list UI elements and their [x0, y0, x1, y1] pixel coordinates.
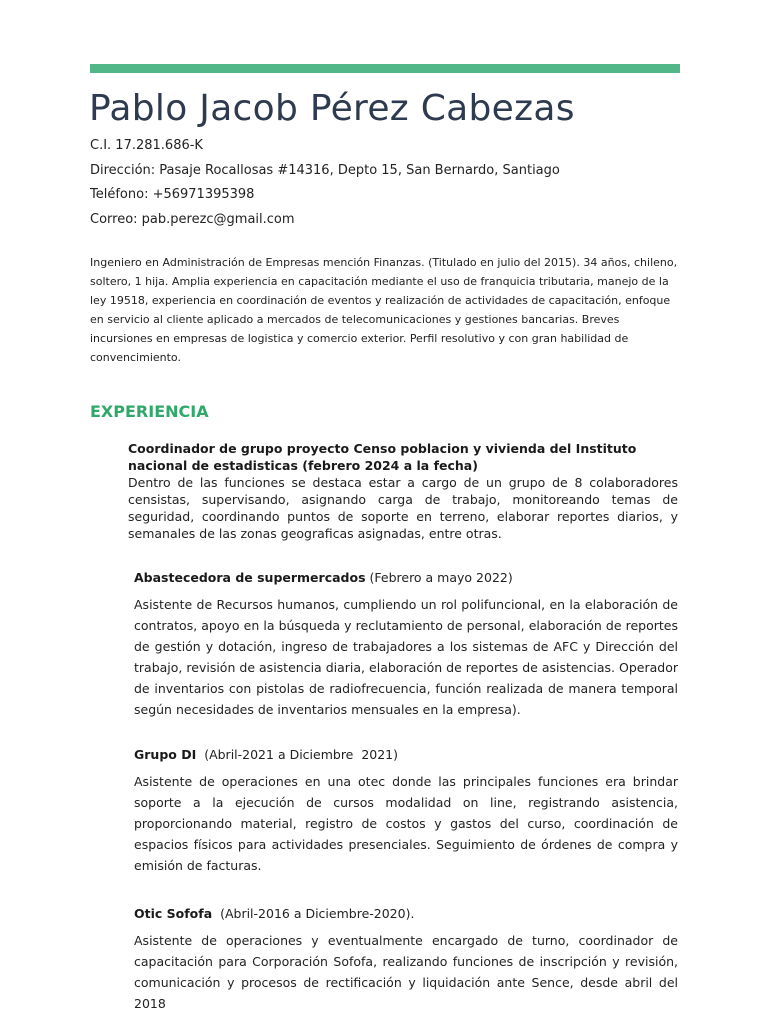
job-header: [134, 746, 678, 763]
job-title: Coordinador de grupo proyecto Censo poblacion y vivienda del Instituto nacional de estadisticas (febrero 2024 a la fecha): [128, 441, 637, 473]
job-employer: Otic Sofofa: [134, 906, 213, 921]
national-id: C.I. 17.281.686-K: [90, 138, 203, 153]
job-description: Asistente de operaciones en una otec donde las principales funciones era brindar soporte a la ejecución de cursos modalidad on line, registrando asistencia, proporcionando material, registro de costos y gastos del curso, coordinación de espacios físicos para actividades presenciales. Seguimiento de órdenes de compra y emisión de facturas.: [134, 774, 678, 873]
header-accent-rule: [90, 64, 680, 73]
job-header: [134, 569, 678, 586]
profile-summary: Ingeniero en Administración de Empresas mención Finanzas. (Titulado en julio del 2015). 34 años, chileno, soltero, 1 hija. Amplia experiencia en capacitación mediante el uso de franquicia tributaria, manejo de la ley 19518, experiencia en coordinación de eventos y realización de actividades de capacitación, enfoque en servicio al cliente aplicado a mercados de telecomunicaciones y gestiones bancarias. Breves incursiones en empresas de logistica y comercio exterior. Perfil resolutivo y con gran habilidad de convencimiento.: [90, 256, 678, 364]
job-period: (Febrero a mayo 2022): [365, 570, 513, 585]
job-entry-abastecedora: [134, 569, 678, 720]
job-employer: Grupo DI: [134, 747, 197, 762]
address: Dirección: Pasaje Rocallosas #14316, Depto 15, San Bernardo, Santiago: [90, 163, 560, 178]
job-description: Asistente de Recursos humanos, cumpliendo un rol polifuncional, en la elaboración de contratos, apoyo en la búsqueda y reclutamiento de personal, elaboración de reportes de gestión y dotación, ingreso de trabajadores a los sistemas de AFC y Dirección del trabajo, revisión de asistencia diaria, elaboración de reportes de asistencias. Operador de inventarios con pistolas de radiofrecuencia, función realizada de manera temporal según necesidades de inventarios mensuales en la empresa).: [134, 597, 678, 717]
job-entry-grupo-di: [134, 746, 678, 876]
job-entry-otic-sofofa: [134, 905, 678, 1014]
job-period: (Abril-2021 a Diciembre 2021): [196, 747, 399, 762]
phone: Teléfono: +56971395398: [90, 187, 255, 202]
job-entry-censo: [128, 440, 678, 542]
experience-heading: EXPERIENCIA: [90, 402, 209, 421]
job-period: (Abril-2016 a Diciembre-2020).: [212, 906, 415, 921]
job-description: Asistente de operaciones y eventualmente encargado de turno, coordinador de capacitación para Corporación Sofofa, realizando funciones de inscripción y revisión, comunicación y procesos de rectificación y liquidación ante Sence, desde abril del 2018: [134, 933, 678, 1011]
candidate-name: Pablo Jacob Pérez Cabezas: [89, 88, 575, 129]
email: Correo: pab.perezc@gmail.com: [90, 212, 295, 227]
job-header: [134, 905, 678, 922]
job-employer: Abastecedora de supermercados: [134, 570, 366, 585]
job-description: Dentro de las funciones se destaca estar a cargo de un grupo de 8 colaboradores censistas, supervisando, asignando carga de trabajo, monitoreando temas de seguridad, coordinando puntos de soporte en terreno, elaborar reportes diarios, y semanales de las zonas geograficas asignadas, entre otras.: [128, 475, 678, 541]
